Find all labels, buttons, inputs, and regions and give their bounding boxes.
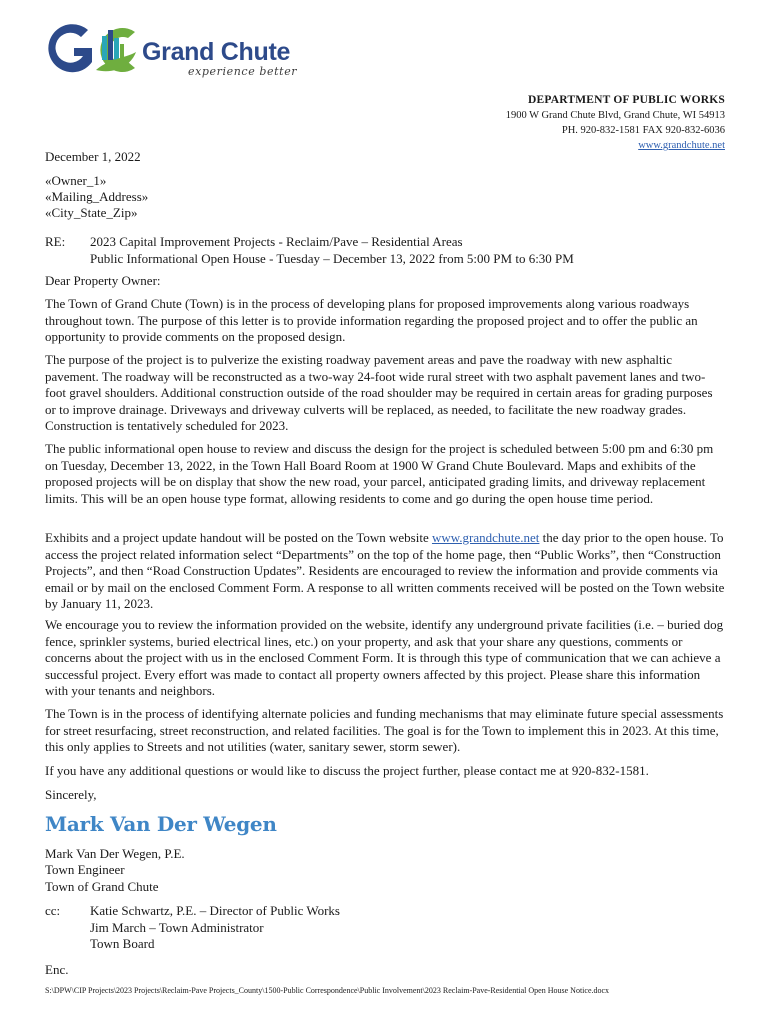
department-header (506, 93, 725, 153)
logo-tagline: experience better (188, 65, 298, 78)
closing: Sincerely, (45, 787, 97, 802)
department-name: DEPARTMENT OF PUBLIC WORKS (527, 94, 725, 106)
re-line-2: Public Informational Open House - Tuesday – December 13, 2022 from 5:00 PM to 6:30 PM (90, 250, 574, 266)
cc-line-3: Town Board (90, 936, 155, 952)
exhibits-text-end: the day prior to the open house. To access the project related information select “Departments” on the top of the home page, then “Public Works”, then “Construction Projects”, and then “Road Construction Updates”. Residents are encouraged to review the information and provide comments via email or by mail on the enclosed Comment Form. A response to all written comments received will be posted on the Town website by January 11, 2023. (45, 530, 725, 612)
greeting: Dear Property Owner: (45, 273, 161, 288)
re-label: RE: (45, 234, 66, 249)
signer-org: Town of Grand Chute (45, 879, 159, 894)
website-link[interactable]: www.grandchute.net (431, 530, 540, 545)
cc-line-1: Katie Schwartz, P.E. – Director of Public Works (90, 903, 340, 918)
re-subject (90, 234, 574, 267)
paragraph-purpose: The purpose of the project is to pulverize the existing roadway pavement areas and pave the roadway with new asphaltic pavement. The roadway will be reconstructed as a two-way 24-foot wide rural street with two asphalt pavement lanes and two-foot gravel shoulders. Additional construction outside of the road shoulder may be required in certain areas for grading purposes or to improve drainage. Driveways and driveway culverts will be replaced, as needed, to facilitate the new roadway grades. Construction is tentatively scheduled for 2023. (45, 352, 713, 434)
footer-file-path: S:\DPW\CIP Projects\2023 Projects\Reclaim-Pave Projects_County\1500-Public Correspondence\Public Involvement\2023 Reclaim-Pave-Residential Open House Notice.docx (45, 986, 610, 995)
department-phone: PH. 920-832-1581 FAX 920-832-6036 (561, 125, 725, 136)
logo-mark-icon (40, 18, 140, 80)
recipient-owner: «Owner_1» (45, 173, 107, 188)
signer-name: Mark Van Der Wegen, P.E. (45, 846, 185, 861)
paragraph-contact: If you have any additional questions or would like to discuss the project further, please contact me at 920-832-1581. (45, 763, 649, 778)
recipient-address: «Mailing_Address» (45, 189, 149, 204)
logo-name: Grand Chute (142, 38, 291, 66)
department-website-link[interactable]: www.grandchute.net (638, 140, 725, 151)
paragraph-exhibits (45, 530, 725, 613)
paragraph-funding: The Town is in the process of identifying alternate policies and funding mechanisms that may eliminate future special assessments for street resurfacing, street reconstruction, and related facilities. The goal is for the Town to implement this in 2023. At this time, this only applies to Streets and not utilities (water, sanitary sewer, storm sewer). (45, 706, 724, 755)
letter-date: December 1, 2022 (45, 149, 141, 164)
cc-list (90, 903, 340, 953)
signature: Mark Van Der Wegen (45, 812, 277, 836)
recipient-city: «City_State_Zip» (45, 205, 138, 220)
grand-chute-logo (40, 18, 300, 80)
paragraph-intro: The Town of Grand Chute (Town) is in the process of developing plans for proposed improvements along various roadways throughout town. The purpose of this letter is to provide information regarding the proposed project and to offer the public an opportunity to provide comments on the proposed design. (45, 296, 698, 345)
department-address: 1900 W Grand Chute Blvd, Grand Chute, WI 54913 (505, 110, 725, 121)
signer-title: Town Engineer (45, 862, 125, 877)
cc-label: cc: (45, 903, 61, 918)
paragraph-encourage: We encourage you to review the information provided on the website, identify any underground private facilities (i.e. – buried dog fence, sprinkler systems, buried electrical lines, etc.) on your property, and ask that your share any questions, comments or concerns about the project with us in the enclosed Comment Form. It is through this type of communication that we can achieve a successful project. Every effort was made to contact all property owners affected by this project. Please share this information with your tenants and neighbors. (45, 617, 724, 699)
exhibits-text-start: Exhibits and a project update handout will be posted on the Town website (45, 530, 432, 545)
paragraph-open-house: The public informational open house to review and discuss the design for the project is scheduled between 5:00 pm and 6:30 pm on Tuesday, December 13, 2022, in the Town Hall Board Room at 1900 W Grand Chute Boulevard. Maps and exhibits of the proposed projects will be on display that show the new road, your parcel, anticipated grading limits, and driveway replacement limits. This will be an open house type format, allowing residents to come and go during the open house time period. (45, 441, 714, 506)
enclosure: Enc. (45, 962, 69, 977)
re-line-1: 2023 Capital Improvement Projects - Reclaim/Pave – Residential Areas (90, 234, 463, 249)
cc-line-2: Jim March – Town Administrator (90, 919, 264, 935)
